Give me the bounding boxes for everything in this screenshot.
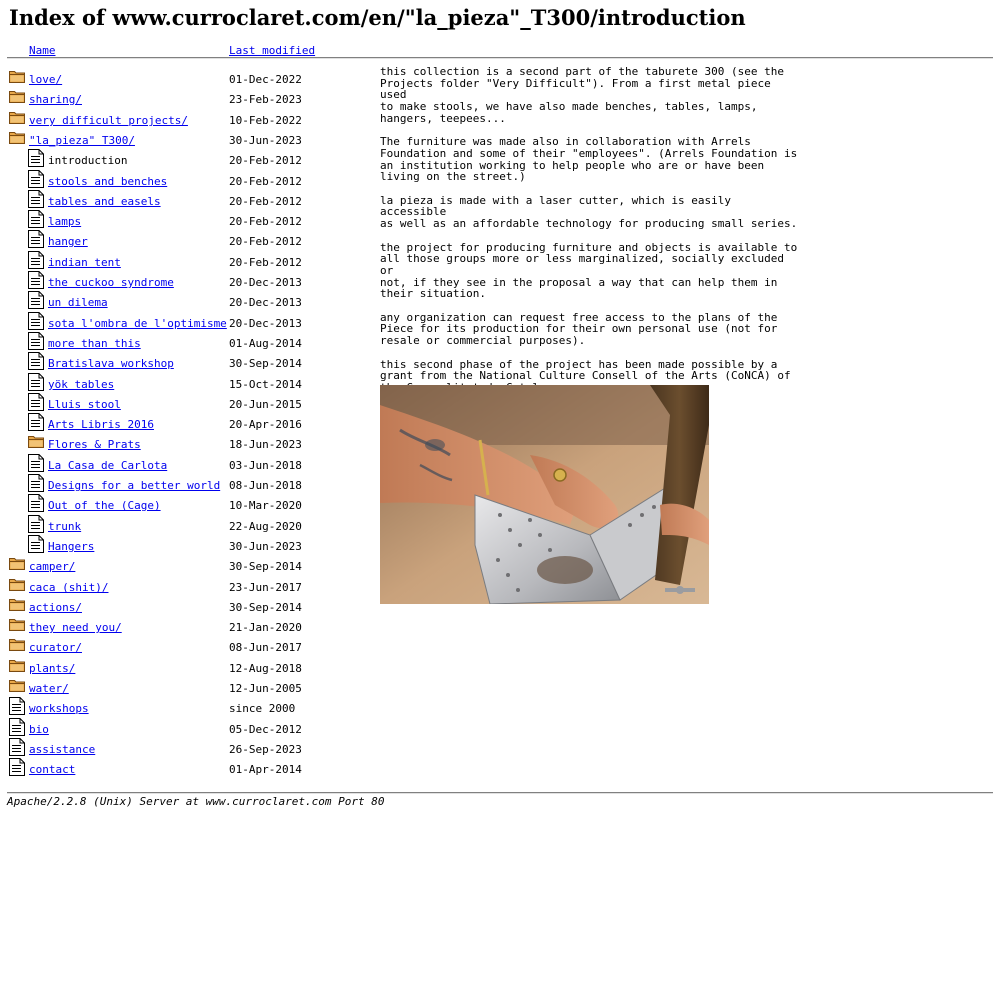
last-modified-date: 20-Feb-2012 (229, 256, 302, 269)
last-modified-date: 10-Mar-2020 (229, 499, 302, 512)
last-modified-date: since 2000 (229, 702, 296, 715)
folder-row (0, 68, 370, 88)
file-row (0, 393, 370, 413)
text-file-icon (9, 738, 25, 754)
last-modified-date: 01-Apr-2014 (229, 763, 302, 776)
last-modified-date: 21-Jan-2020 (229, 621, 302, 634)
text-file-icon (28, 393, 44, 409)
folder-icon (9, 576, 25, 592)
last-modified-date: 30-Jun-2023 (229, 134, 302, 147)
folder-link[interactable]: plants/ (29, 662, 76, 675)
file-row (0, 494, 370, 514)
file-row (0, 454, 370, 474)
text-file-icon (28, 170, 44, 186)
text-file-icon (28, 454, 44, 470)
folder-icon (9, 657, 25, 673)
header-divider (7, 57, 993, 59)
file-link[interactable]: stools and benches (48, 175, 168, 188)
text-file-icon (28, 474, 44, 490)
file-row (0, 535, 370, 555)
folder-row (0, 433, 370, 453)
folder-link[interactable]: curator/ (29, 641, 82, 654)
folder-row (0, 636, 370, 656)
last-modified-date: 26-Sep-2023 (229, 743, 302, 756)
folder-row (0, 616, 370, 636)
folder-row (0, 657, 370, 677)
last-modified-date: 08-Jun-2018 (229, 479, 302, 492)
file-row (0, 149, 370, 169)
folder-link[interactable]: Flores & Prats (48, 438, 141, 451)
file-row (0, 718, 370, 738)
description-paragraph: The furniture was made also in collaboration with Arrels Foundation and some of their "employees". (Arrels Foundation is an institution working to help people who are or have been living on the street.) (380, 135, 798, 184)
folder-row (0, 129, 370, 149)
file-link[interactable]: assistance (29, 743, 96, 756)
last-modified-date: 20-Apr-2016 (229, 418, 302, 431)
footer-divider (7, 792, 993, 794)
folder-link[interactable]: water/ (29, 682, 69, 695)
text-file-icon (28, 494, 44, 510)
listing-header (0, 42, 1000, 56)
last-modified-date: 08-Jun-2017 (229, 641, 302, 654)
file-link[interactable]: bio (29, 723, 49, 736)
file-link[interactable]: sota l'ombra de l'optimisme (48, 317, 227, 330)
file-link[interactable]: contact (29, 763, 76, 776)
last-modified-date: 20-Feb-2012 (229, 235, 302, 248)
description-paragraph: la pieza is made with a laser cutter, which is easily accessible as well as an affordable technology for producing small series. (380, 193, 798, 231)
file-row (0, 332, 370, 352)
description-text (380, 66, 800, 417)
file-row (0, 210, 370, 230)
folder-link[interactable]: "la_pieza" T300/ (29, 134, 135, 147)
sort-by-name-link[interactable]: Name (29, 44, 56, 57)
file-link[interactable]: the cuckoo syndrome (48, 276, 174, 289)
text-file-icon (28, 271, 44, 287)
project-photo (380, 385, 709, 604)
folder-link[interactable]: actions/ (29, 601, 82, 614)
file-link[interactable]: Arts Libris 2016 (48, 418, 154, 431)
file-link[interactable]: Designs for a better world (48, 479, 221, 492)
text-file-icon (9, 758, 25, 774)
folder-icon (28, 433, 44, 449)
description-paragraph: this collection is a second part of the taburete 300 (see the Projects folder "Very Difficult"). From a first metal piece used to make stools, we have also made benches, tables, lamps, hangers, teepees... (380, 65, 784, 125)
folder-icon (9, 616, 25, 632)
description-paragraph: the project for producing furniture and objects is available to all those groups more or less marginalized, socially excluded or not, if they see in the proposal a way that can help them in their situation. (380, 240, 798, 301)
last-modified-date: 05-Dec-2012 (229, 723, 302, 736)
file-row (0, 291, 370, 311)
file-link[interactable]: workshops (29, 702, 89, 715)
folder-icon (9, 636, 25, 652)
last-modified-date: 22-Aug-2020 (229, 520, 302, 533)
last-modified-date: 20-Feb-2012 (229, 215, 302, 228)
last-modified-date: 20-Jun-2015 (229, 398, 302, 411)
file-row (0, 738, 370, 758)
folder-row (0, 88, 370, 108)
file-link[interactable]: indian tent (48, 256, 121, 269)
text-file-icon (28, 373, 44, 389)
file-link[interactable]: hanger (48, 235, 88, 248)
file-row (0, 373, 370, 393)
file-link[interactable]: un dilema (48, 296, 108, 309)
last-modified-date: 20-Dec-2013 (229, 317, 302, 330)
text-file-icon (28, 251, 44, 267)
file-row (0, 271, 370, 291)
text-file-icon (9, 697, 25, 713)
description-paragraph: any organization can request free access to the plans of the Piece for its production for their own personal use (not for resale or commercial purposes). (380, 310, 778, 348)
file-link[interactable]: La Casa de Carlota (48, 459, 168, 472)
file-row (0, 170, 370, 190)
last-modified-date: 30-Sep-2014 (229, 357, 302, 370)
last-modified-date: 18-Jun-2023 (229, 438, 302, 451)
last-modified-date: 20-Feb-2012 (229, 195, 302, 208)
text-file-icon (28, 291, 44, 307)
last-modified-date: 30-Jun-2023 (229, 540, 302, 553)
file-link[interactable]: Bratislava workshop (48, 357, 174, 370)
text-file-icon (28, 190, 44, 206)
folder-link[interactable]: they need you/ (29, 621, 122, 634)
folder-icon (9, 596, 25, 612)
folder-link[interactable]: sharing/ (29, 93, 82, 106)
folder-link[interactable]: camper/ (29, 560, 76, 573)
text-file-icon (28, 515, 44, 531)
server-signature: Apache/2.2.8 (Unix) Server at www.curroclaret.com Port 80 (7, 795, 385, 808)
folder-link[interactable]: caca (shit)/ (29, 581, 109, 594)
current-entry-name: introduction (48, 154, 128, 167)
file-row (0, 413, 370, 433)
file-row (0, 758, 370, 778)
file-row (0, 230, 370, 250)
file-row (0, 312, 370, 332)
last-modified-date: 23-Feb-2023 (229, 93, 302, 106)
file-row (0, 474, 370, 494)
file-row (0, 352, 370, 372)
file-link[interactable]: trunk (48, 520, 82, 533)
file-row (0, 190, 370, 210)
last-modified-date: 10-Feb-2022 (229, 114, 302, 127)
text-file-icon (28, 352, 44, 368)
folder-row (0, 576, 370, 596)
file-link[interactable]: Out of the (Cage) (48, 499, 161, 512)
last-modified-date: 23-Jun-2017 (229, 581, 302, 594)
folder-icon (9, 68, 25, 84)
text-file-icon (28, 149, 44, 165)
file-link[interactable]: Lluis stool (48, 398, 121, 411)
file-row (0, 251, 370, 271)
folder-link[interactable]: love/ (29, 73, 63, 86)
folder-icon (9, 129, 25, 145)
file-row (0, 697, 370, 717)
text-file-icon (28, 230, 44, 246)
page-title: Index of www.curroclaret.com/en/"la_pieza"_T300/introduction (9, 5, 746, 30)
last-modified-date: 30-Sep-2014 (229, 601, 302, 614)
file-link[interactable]: Hangers (48, 540, 95, 553)
last-modified-date: 20-Feb-2012 (229, 154, 302, 167)
file-row (0, 515, 370, 535)
last-modified-date: 03-Jun-2018 (229, 459, 302, 472)
text-file-icon (28, 332, 44, 348)
folder-link[interactable]: very difficult projects/ (29, 114, 188, 127)
last-modified-date: 20-Dec-2013 (229, 296, 302, 309)
last-modified-date: 01-Aug-2014 (229, 337, 302, 350)
folder-icon (9, 88, 25, 104)
folder-row (0, 109, 370, 129)
folder-icon (9, 109, 25, 125)
text-file-icon (28, 535, 44, 551)
last-modified-date: 12-Aug-2018 (229, 662, 302, 675)
last-modified-date: 01-Dec-2022 (229, 73, 302, 86)
photo-hands-metal-piece (380, 385, 709, 604)
text-file-icon (28, 312, 44, 328)
text-file-icon (9, 718, 25, 734)
file-link[interactable]: tables and easels (48, 195, 161, 208)
file-link[interactable]: lamps (48, 215, 82, 228)
folder-row (0, 596, 370, 616)
description-paragraph: this second phase of the project has been made possible by a grant from the National Culture Consell of the Arts (CoNCA) of (380, 357, 791, 383)
folder-row (0, 677, 370, 697)
file-link[interactable]: more than this (48, 337, 141, 350)
text-file-icon (28, 413, 44, 429)
last-modified-date: 30-Sep-2014 (229, 560, 302, 573)
folder-row (0, 555, 370, 575)
last-modified-date: 20-Dec-2013 (229, 276, 302, 289)
folder-icon (9, 677, 25, 693)
last-modified-date: 15-Oct-2014 (229, 378, 302, 391)
file-link[interactable]: yök tables (48, 378, 115, 391)
last-modified-date: 12-Jun-2005 (229, 682, 302, 695)
sort-by-last-modified-link[interactable]: Last modified (229, 44, 316, 57)
last-modified-date: 20-Feb-2012 (229, 175, 302, 188)
text-file-icon (28, 210, 44, 226)
folder-icon (9, 555, 25, 571)
